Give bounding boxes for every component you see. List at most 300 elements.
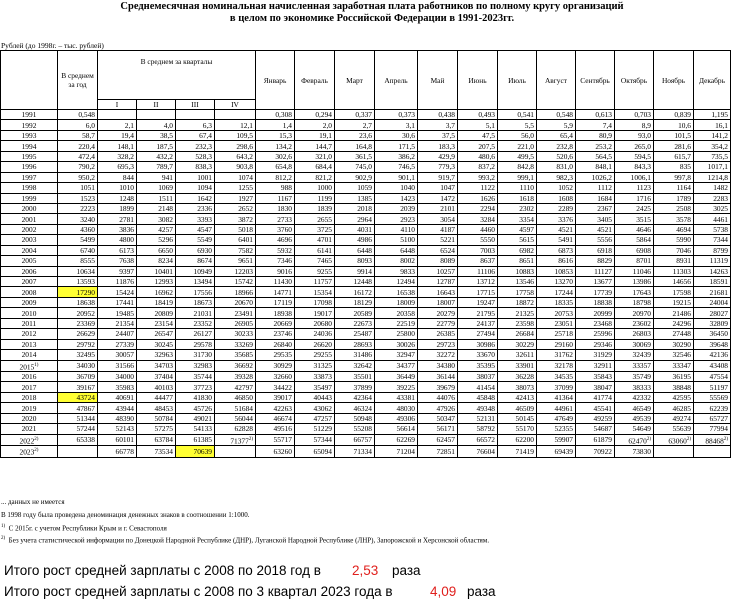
value-cell [498, 308, 537, 318]
value-text: 51684 [234, 403, 253, 413]
value-text: 5296 [158, 235, 173, 245]
value-cell [215, 162, 256, 172]
value-text: 66757 [353, 435, 372, 445]
value-cell [418, 350, 458, 360]
value-cell [537, 193, 576, 203]
value-text: 23,6 [359, 131, 372, 141]
year-label: 1991 [21, 110, 37, 120]
value-cell [654, 350, 694, 360]
value-text: 2223 [80, 204, 95, 214]
value-text: 1051 [80, 183, 95, 193]
value-text: 837,2 [478, 162, 495, 172]
value-cell [375, 224, 418, 234]
year-label: 1997 [21, 172, 37, 182]
value-text: 46324 [353, 403, 372, 413]
value-cell [295, 245, 335, 255]
value-cell [335, 371, 375, 381]
value-cell [335, 360, 375, 371]
value-text: 302,6 [275, 151, 292, 161]
value-text: 4110 [400, 225, 415, 235]
value-cell [418, 392, 458, 402]
value-cell [498, 424, 537, 434]
value-cell [418, 151, 458, 161]
result-2-unit: раза [467, 584, 496, 599]
value-cell [537, 434, 576, 445]
value-text: 19,4 [121, 131, 134, 141]
value-text: 32963 [154, 350, 173, 360]
value-cell [58, 446, 98, 457]
value-text: 1052 [558, 183, 573, 193]
value-cell [176, 308, 215, 318]
value-text: 5738 [713, 225, 728, 235]
value-cell [256, 120, 295, 130]
value-text: 1839 [317, 204, 332, 214]
value-cell [576, 446, 615, 457]
year-label: 2003 [21, 235, 37, 245]
value-cell [576, 266, 615, 276]
value-text: 10853 [554, 266, 573, 276]
value-text: 41364 [554, 393, 573, 403]
value-text: 10883 [515, 266, 534, 276]
value-cell [498, 371, 537, 381]
value-cell [335, 308, 375, 318]
value-text: 6448 [400, 245, 415, 255]
value-cell [256, 339, 295, 349]
value-text: 21681 [709, 287, 728, 297]
value-cell [576, 287, 615, 297]
value-text: 42136 [709, 350, 728, 360]
value-cell [694, 360, 731, 371]
value-text: 8002 [400, 256, 415, 266]
value-cell [537, 110, 576, 120]
value-text: 23602 [632, 318, 651, 328]
value-text: 10949 [193, 266, 212, 276]
value-text: 361,5 [355, 151, 372, 161]
value-text: 4031 [357, 225, 372, 235]
value-text: 41774 [593, 393, 612, 403]
value-text: 9914 [357, 266, 372, 276]
value-cell [295, 214, 335, 224]
value-cell [215, 266, 256, 276]
value-cell [58, 413, 98, 423]
value-cell [694, 183, 731, 193]
year-cell [1, 245, 58, 255]
value-cell [137, 403, 176, 413]
value-cell [58, 308, 98, 318]
value-cell [375, 382, 418, 392]
value-text: 13494 [193, 277, 212, 287]
value-text: 5,9 [563, 120, 573, 130]
value-cell [694, 235, 731, 245]
value-text: 24004 [709, 298, 728, 308]
value-cell [176, 318, 215, 328]
value-cell [418, 235, 458, 245]
value-cell [137, 256, 176, 266]
value-text: 2964 [357, 214, 372, 224]
value-text: 56614 [396, 424, 415, 434]
value-cell [498, 224, 537, 234]
value-cell [176, 371, 215, 381]
value-cell [458, 371, 498, 381]
value-text: 328,2 [117, 151, 134, 161]
table-row [1, 360, 731, 371]
value-text: 29535 [273, 350, 292, 360]
value-text: 55569 [709, 393, 728, 403]
value-text: 4,0 [163, 120, 173, 130]
value-cell [335, 434, 375, 445]
year-label: 2013 [21, 339, 37, 349]
value-cell [654, 318, 694, 328]
value-text: 26803 [632, 329, 651, 339]
value-text: 10634 [76, 266, 95, 276]
table-row [1, 446, 731, 457]
year-label: 2019 [21, 403, 37, 413]
value-cell [694, 162, 731, 172]
value-cell [335, 287, 375, 297]
value-text: 66572 [476, 435, 495, 445]
value-cell [295, 424, 335, 434]
value-cell [98, 203, 137, 213]
value-text: 39225 [396, 382, 415, 392]
value-text: 12448 [353, 277, 372, 287]
value-cell [537, 245, 576, 255]
value-text: 29346 [593, 339, 612, 349]
value-cell [215, 214, 256, 224]
value-cell [137, 329, 176, 339]
value-cell [498, 172, 537, 182]
value-text: 71377 [230, 436, 249, 446]
value-cell [498, 256, 537, 266]
value-cell [215, 424, 256, 434]
value-text: 93,0 [638, 131, 651, 141]
value-cell [137, 413, 176, 423]
value-cell [295, 297, 335, 307]
value-text: 6524 [440, 245, 455, 255]
value-text: 5100 [400, 235, 415, 245]
value-text: 41830 [193, 393, 212, 403]
value-cell [418, 277, 458, 287]
value-text: 7,4 [602, 120, 612, 130]
value-text: 654,8 [275, 162, 292, 172]
value-cell [458, 413, 498, 423]
value-cell [137, 110, 176, 120]
value-cell [654, 329, 694, 339]
table-row [1, 413, 731, 423]
value-text: 1523 [80, 193, 95, 203]
value-text: 67,4 [199, 131, 212, 141]
value-text: 48030 [396, 403, 415, 413]
value-text: 26629 [76, 329, 95, 339]
year-cell [1, 120, 58, 130]
value-cell [295, 256, 335, 266]
table-row [1, 266, 731, 276]
value-cell [418, 413, 458, 423]
value-text: 0,541 [517, 110, 534, 120]
value-cell [98, 224, 137, 234]
value-text: 58,7 [82, 131, 95, 141]
value-text: 20952 [76, 308, 95, 318]
value-text: 1164 [676, 183, 691, 193]
result-2-value: 4,09 [430, 584, 457, 599]
value-cell [375, 297, 418, 307]
value-cell [58, 151, 98, 161]
value-cell [137, 172, 176, 182]
value-text: 0,548 [556, 110, 573, 120]
value-cell [498, 120, 537, 130]
value-text: 2,0 [322, 120, 332, 130]
value-text: 38073 [515, 382, 534, 392]
value-text: 13546 [515, 277, 534, 287]
year-label: 2006 [21, 266, 37, 276]
value-cell [498, 446, 537, 457]
value-cell [335, 329, 375, 339]
value-text: 30229 [515, 339, 534, 349]
value-text: 2733 [277, 214, 292, 224]
value-cell [654, 245, 694, 255]
value-text: 5549 [197, 235, 212, 245]
value-cell [256, 287, 295, 297]
value-cell [458, 403, 498, 413]
value-cell [537, 235, 576, 245]
value-text: 25800 [396, 329, 415, 339]
header-annual: В среднем за год [58, 51, 98, 110]
value-cell [215, 224, 256, 234]
value-text: 51229 [313, 424, 332, 434]
value-cell [176, 297, 215, 307]
value-text: 55717 [273, 435, 292, 445]
value-text: 51197 [709, 382, 728, 392]
value-text: 25718 [554, 329, 573, 339]
value-cell [615, 339, 654, 349]
table-row [1, 224, 731, 234]
year-cell [1, 256, 58, 266]
value-cell [375, 403, 418, 413]
value-text: 29792 [76, 339, 95, 349]
year-cell [1, 172, 58, 182]
value-cell [58, 434, 98, 445]
value-text: 23051 [554, 318, 573, 328]
value-cell [137, 434, 176, 445]
value-text: 4986 [357, 235, 372, 245]
value-cell [375, 392, 418, 402]
title-line-1: Среднемесячная номинальная начисленная заработная плата работников по полному кругу организаций [120, 1, 624, 12]
value-text: 12494 [396, 277, 415, 287]
value-cell [215, 350, 256, 360]
table-row [1, 329, 731, 339]
note-footnote-2 [1, 535, 489, 544]
value-text: 432,2 [156, 151, 173, 161]
value-cell [58, 172, 98, 182]
value-cell [498, 382, 537, 392]
value-cell [654, 224, 694, 234]
value-cell [256, 329, 295, 339]
value-text: 18638 [76, 298, 95, 308]
value-cell [58, 162, 98, 172]
value-cell [375, 350, 418, 360]
value-cell [335, 350, 375, 360]
value-cell [335, 318, 375, 328]
value-cell [137, 350, 176, 360]
value-text: 1642 [197, 193, 212, 203]
value-cell [418, 224, 458, 234]
value-cell [256, 382, 295, 392]
value-text: 0,548 [78, 110, 95, 120]
value-text: 7582 [238, 245, 253, 255]
value-cell [498, 266, 537, 276]
value-text: 27494 [476, 329, 495, 339]
value-text: 7344 [713, 235, 728, 245]
value-cell [215, 329, 256, 339]
value-text: 1248 [119, 193, 134, 203]
value-text: 594,5 [634, 151, 651, 161]
value-cell [137, 151, 176, 161]
value-text: 38,5 [160, 131, 173, 141]
value-cell [576, 434, 615, 445]
value-text: 12993 [154, 277, 173, 287]
value-text: 1110 [519, 183, 534, 193]
value-text: 40443 [313, 393, 332, 403]
value-cell [137, 235, 176, 245]
value-text: 49021 [193, 413, 212, 423]
header-quarter: III [176, 100, 215, 110]
value-text: 24036 [313, 329, 332, 339]
value-cell [537, 214, 576, 224]
value-cell [458, 172, 498, 182]
value-text: 16643 [436, 287, 455, 297]
value-cell [58, 203, 98, 213]
title-line-2: в целом по экономике Российской Федерации в 1991-2023гг. [229, 13, 515, 24]
value-cell [615, 266, 654, 276]
value-cell [458, 203, 498, 213]
value-text: 30245 [154, 339, 173, 349]
value-cell [418, 110, 458, 120]
header-month: Январь [256, 51, 295, 110]
value-text: 19485 [115, 308, 134, 318]
value-cell [335, 183, 375, 193]
value-cell [215, 392, 256, 402]
value-cell [176, 339, 215, 349]
value-cell [458, 360, 498, 371]
value-text: 26385 [436, 329, 455, 339]
value-cell [498, 297, 537, 307]
value-cell [576, 141, 615, 151]
value-text: 148,1 [117, 141, 134, 151]
value-cell [375, 193, 418, 203]
table-row [1, 214, 731, 224]
value-text: 33873 [313, 372, 332, 382]
value-cell [537, 287, 576, 297]
value-cell [418, 162, 458, 172]
value-cell [498, 350, 537, 360]
value-text: 6982 [519, 245, 534, 255]
value-text: 903,8 [236, 162, 253, 172]
value-text: 61385 [193, 435, 212, 445]
value-text: 54133 [193, 424, 212, 434]
value-cell [537, 277, 576, 287]
value-cell [576, 151, 615, 161]
value-cell [458, 110, 498, 120]
value-text: 65338 [76, 435, 95, 445]
value-text: 7003 [480, 245, 495, 255]
value-cell [694, 339, 731, 349]
value-cell [58, 214, 98, 224]
value-cell [576, 214, 615, 224]
value-cell [694, 403, 731, 413]
year-cell [1, 413, 58, 423]
value-cell [215, 434, 256, 445]
value-text: 23746 [273, 329, 292, 339]
value-text: 42797 [234, 382, 253, 392]
value-text: 1789 [676, 193, 691, 203]
value-cell [458, 130, 498, 140]
value-text: 11876 [115, 277, 134, 287]
value-cell [576, 235, 615, 245]
value-cell [537, 203, 576, 213]
value-text: 23468 [593, 318, 612, 328]
value-text: 45541 [593, 403, 612, 413]
value-cell [215, 203, 256, 213]
table-header [1, 51, 731, 110]
value-cell [418, 193, 458, 203]
value-text: 24137 [476, 318, 495, 328]
value-text: 55208 [353, 424, 372, 434]
value-cell [215, 110, 256, 120]
value-text: 73830 [632, 446, 651, 456]
value-text: 30069 [632, 339, 651, 349]
value-cell [215, 287, 256, 297]
result-1-unit: раза [392, 563, 421, 578]
value-cell [335, 141, 375, 151]
value-cell [694, 151, 731, 161]
value-cell [576, 318, 615, 328]
value-text: 34380 [436, 361, 455, 371]
value-text: 2101 [440, 204, 455, 214]
value-cell [615, 214, 654, 224]
value-text: 4460 [480, 225, 495, 235]
value-cell [654, 434, 694, 445]
value-text: 49306 [396, 413, 415, 423]
value-cell [498, 110, 537, 120]
value-text: 298,6 [236, 141, 253, 151]
value-cell [335, 120, 375, 130]
year-label: 2004 [21, 245, 37, 255]
value-cell [654, 110, 694, 120]
value-cell [375, 446, 418, 457]
value-text: 848,1 [595, 162, 612, 172]
value-cell [295, 413, 335, 423]
value-text: 0,839 [674, 110, 691, 120]
value-cell [215, 193, 256, 203]
value-text: 31486 [353, 350, 372, 360]
value-cell [458, 318, 498, 328]
value-cell [256, 371, 295, 381]
year-cell [1, 329, 58, 339]
value-text: 2336 [197, 204, 212, 214]
value-text: 71419 [515, 446, 534, 456]
value-text: 63260 [273, 446, 292, 456]
value-footnote-mark: 2) [248, 436, 253, 442]
value-text: 20970 [632, 308, 651, 318]
value-cell [137, 162, 176, 172]
value-text: 16172 [353, 287, 372, 297]
value-text: 9255 [317, 266, 332, 276]
value-text: 32947 [396, 350, 415, 360]
value-cell [335, 297, 375, 307]
value-text: 70639 [193, 446, 212, 456]
value-text: 50948 [353, 413, 372, 423]
value-cell [98, 235, 137, 245]
value-text: 32642 [353, 361, 372, 371]
